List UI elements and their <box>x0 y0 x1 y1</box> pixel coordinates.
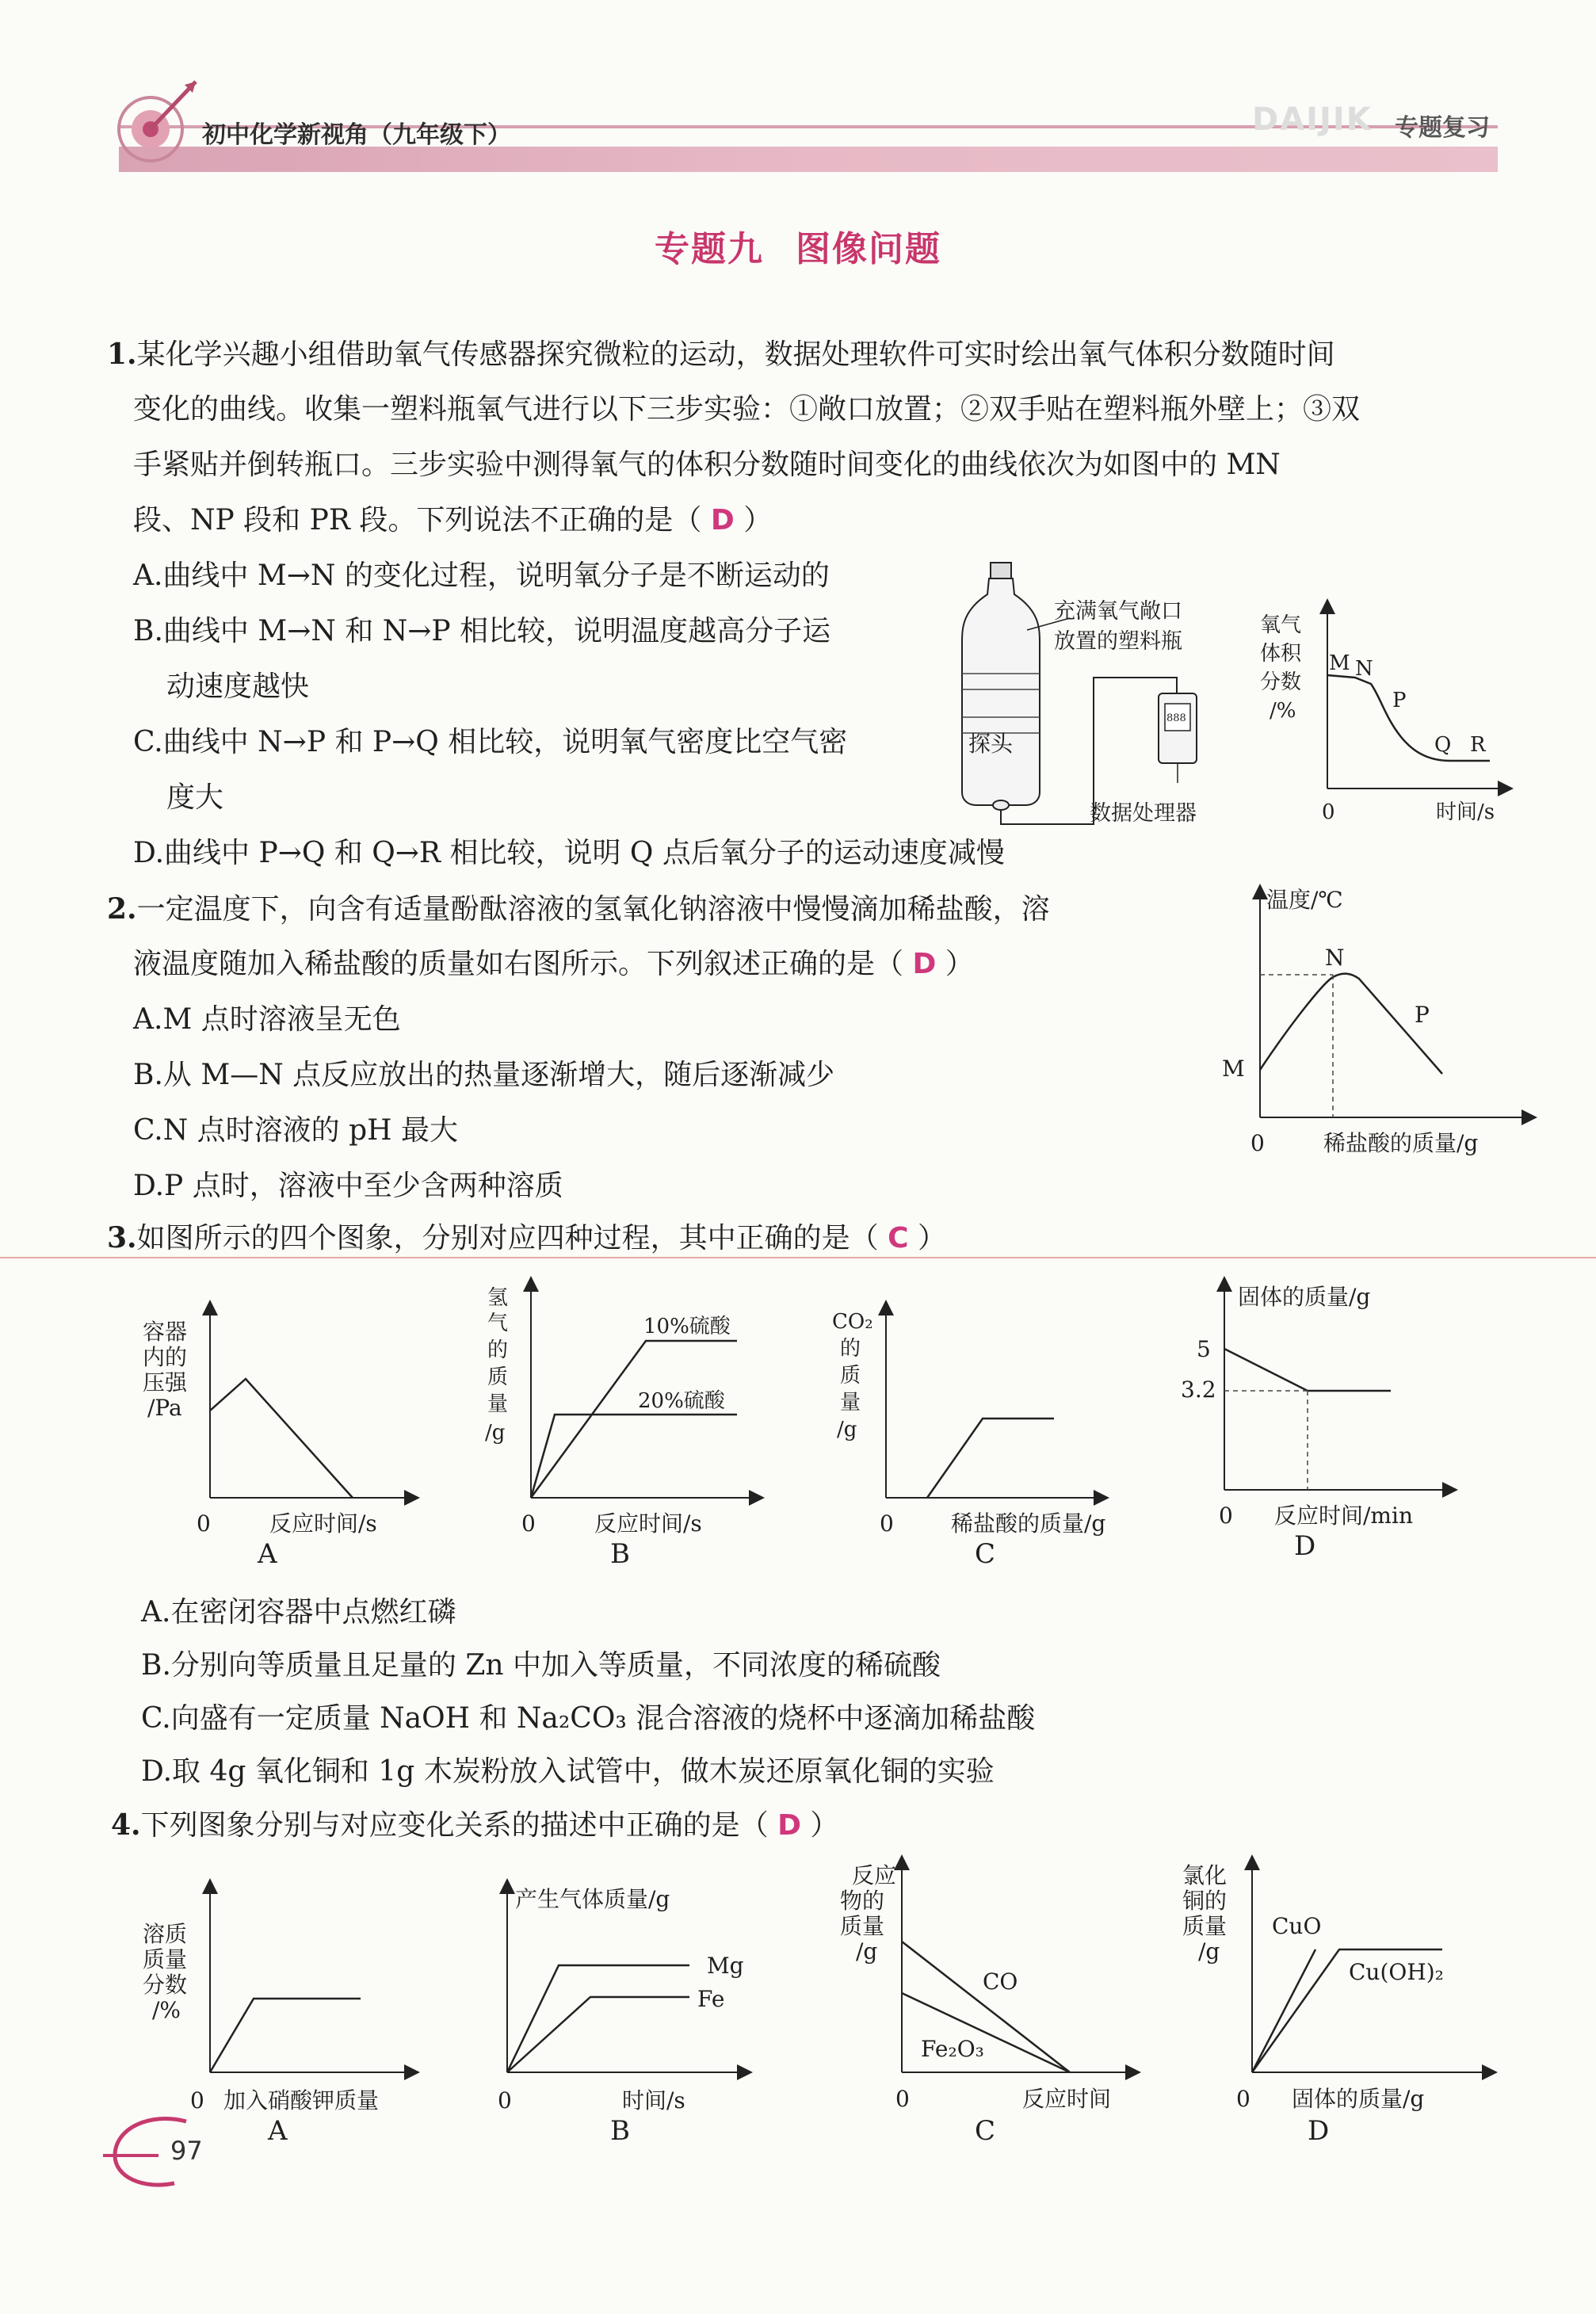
q1-option-d: D.曲线中 P→Q 和 Q→R 相比较，说明 Q 点后氧分子的运动速度减慢 <box>133 837 1005 869</box>
q4b-caption: B <box>610 2115 630 2147</box>
q4c-ylabel-2: 物的 <box>840 1888 885 1914</box>
q4-close: ） <box>810 1809 839 1842</box>
q3b-series-2: 20%硫酸 <box>638 1389 725 1413</box>
q1-apparatus-figure <box>951 555 1236 840</box>
q4c-series-co: CO <box>983 1968 1018 1995</box>
q1-number: 1. <box>107 338 137 371</box>
q3b-ylabel-1: 氢 <box>487 1286 509 1310</box>
q2-text-1: 一定温度下，向含有适量酚酞溶液的氢氧化钠溶液中慢慢滴加稀盐酸，溶 <box>136 893 1050 926</box>
q3-stem-text: 如图所示的四个图象，分别对应四种过程，其中正确的是（ <box>136 1222 879 1254</box>
q1-ylabel-1: 氧气 <box>1260 613 1302 637</box>
target-logo-icon <box>107 59 210 162</box>
q4c-ylabel-3: 质量 <box>840 1913 885 1939</box>
q4-stem <box>111 1797 838 1854</box>
q3-graph-b <box>475 1276 777 1577</box>
q1-option-c-cont: 度大 <box>166 781 224 814</box>
q1-option-c: C.曲线中 N→P 和 P→Q 相比较，说明氧气密度比空气密 <box>133 726 848 758</box>
q4d-ylabel-4: /g <box>1198 1938 1220 1965</box>
q2-answer: D <box>912 948 937 980</box>
q4a-origin: 0 <box>190 2087 204 2114</box>
q3-option-c: C.向盛有一定质量 NaOH 和 Na₂CO₃ 混合溶液的烧杯中逐滴加稀盐酸 <box>141 1702 1036 1735</box>
q3b-ylabel-5: 量 <box>487 1392 509 1416</box>
q3-answer: C <box>888 1222 909 1254</box>
q1-line-1 <box>107 326 1335 383</box>
q4b-series-mg: Mg <box>707 1953 744 1979</box>
q4d-ylabel-3: 质量 <box>1182 1913 1228 1939</box>
q1-ylabel-2: 体积 <box>1260 642 1302 666</box>
q4-graph-b <box>483 1878 785 2156</box>
q3c-ylabel-4: 量 <box>840 1391 861 1415</box>
q4a-caption: A <box>268 2115 288 2147</box>
q3-graph-a <box>119 1300 428 1577</box>
q3c-line <box>927 1419 1054 1498</box>
q4a-ylabel-4: /% <box>152 1997 181 2023</box>
q3a-ylabel-4: /Pa <box>147 1395 182 1421</box>
q4d-ylabel-1: 氯化 <box>1182 1862 1228 1888</box>
q3d-ytick-32: 3.2 <box>1181 1377 1216 1403</box>
q4d-series-cuoh2: Cu(OH)₂ <box>1349 1959 1444 1985</box>
q2-ylabel: 温度/℃ <box>1266 887 1343 913</box>
q4d-caption: D <box>1308 2115 1330 2147</box>
q3a-ylabel-2: 内的 <box>143 1344 188 1370</box>
q3c-ylabel-2: 的 <box>840 1337 861 1361</box>
q3c-xlabel: 稀盐酸的质量/g <box>951 1510 1106 1537</box>
q1-close: ） <box>743 504 773 536</box>
q4c-ylabel-1: 反应 <box>852 1862 897 1888</box>
q1-xlabel: 时间/s <box>1436 800 1495 824</box>
q1-ylabel-4: /% <box>1270 699 1296 723</box>
q2-point-n: N <box>1325 945 1345 971</box>
q3b-xlabel: 反应时间/s <box>594 1510 702 1537</box>
header-watermark: DAIJIK <box>1252 101 1373 138</box>
q3a-line <box>210 1379 353 1498</box>
q3a-ylabel-1: 容器 <box>143 1319 188 1345</box>
q3c-ylabel-3: 质 <box>840 1364 861 1388</box>
q3b-ylabel-4: 质 <box>487 1365 509 1389</box>
q1-text-4: 段、NP 段和 PR 段。下列说法不正确的是（ <box>133 504 702 536</box>
q4c-series-fe2o3: Fe₂O₃ <box>921 2036 984 2062</box>
q1-point-m: M <box>1329 651 1350 675</box>
q2-close: ） <box>945 948 974 980</box>
q3c-caption: C <box>975 1538 996 1570</box>
q4-stem-text: 下列图象分别与对应变化关系的描述中正确的是（ <box>140 1809 769 1842</box>
q3b-caption: B <box>610 1538 630 1570</box>
q2-temperature-graph <box>1205 880 1537 1165</box>
q3a-xlabel: 反应时间/s <box>269 1510 377 1537</box>
q3b-ylabel-6: /g <box>485 1421 506 1445</box>
q3d-ylabel: 固体的质量/g <box>1238 1284 1371 1310</box>
q4a-xlabel: 加入硝酸钾质量 <box>223 2087 380 2114</box>
q3-option-d: D.取 4g 氧化铜和 1g 木炭粉放入试管中，做木炭还原氧化铜的实验 <box>141 1755 995 1788</box>
q4-answer: D <box>777 1809 801 1842</box>
q3d-caption: D <box>1294 1530 1316 1562</box>
q3b-origin: 0 <box>521 1510 536 1537</box>
q4-graph-d <box>1173 1854 1506 2156</box>
q3-number: 3. <box>107 1221 137 1254</box>
q2-option-b: B.从 M—N 点反应放出的热量逐渐增大，随后逐渐减少 <box>133 1059 835 1091</box>
q1-origin: 0 <box>1322 800 1335 824</box>
processor-display: 888 <box>1166 712 1186 724</box>
q2-point-p: P <box>1415 1002 1430 1028</box>
q3b-ylabel-2: 气 <box>487 1312 509 1335</box>
q1-curve <box>1327 675 1490 761</box>
q4a-ylabel-2: 质量 <box>143 1946 188 1972</box>
q2-text-2: 液温度随加入稀盐酸的质量如右图所示。下列叙述正确的是（ <box>133 948 904 980</box>
q4d-xlabel: 固体的质量/g <box>1292 2086 1425 2112</box>
book-title: 初中化学新视角（九年级下） <box>202 121 511 149</box>
q2-number: 2. <box>107 892 137 926</box>
q3d-origin: 0 <box>1219 1503 1233 1529</box>
plastic-bottle-icon <box>962 563 1040 810</box>
q3a-origin: 0 <box>197 1510 211 1537</box>
q2-origin: 0 <box>1250 1130 1265 1156</box>
q1-option-a: A.曲线中 M→N 的变化过程，说明氧分子是不断运动的 <box>133 559 830 592</box>
q4b-xlabel: 时间/s <box>622 2087 685 2114</box>
q2-xlabel: 稀盐酸的质量/g <box>1323 1130 1479 1156</box>
title-part-1: 专题九 <box>655 229 764 269</box>
data-processor-icon <box>1159 693 1197 763</box>
q3a-caption: A <box>258 1538 277 1570</box>
q4a-ylabel-3: 分数 <box>143 1972 188 1998</box>
page-title <box>0 220 1596 271</box>
bottle-label-2: 放置的塑料瓶 <box>1054 629 1182 654</box>
q4c-caption: C <box>975 2115 996 2147</box>
probe-label: 探头 <box>968 731 1014 757</box>
q2-line-2 <box>133 937 974 992</box>
q4d-series-cuo: CuO <box>1272 1913 1322 1939</box>
q3c-ylabel-5: /g <box>837 1418 857 1441</box>
q3d-ytick-5: 5 <box>1197 1336 1211 1362</box>
q3-graph-c <box>816 1300 1149 1577</box>
q3b-line-10 <box>531 1341 737 1498</box>
q1-option-b-cont: 动速度越快 <box>166 670 310 703</box>
q3d-xlabel: 反应时间/min <box>1274 1503 1413 1529</box>
q2-option-c: C.N 点时溶液的 pH 最大 <box>133 1114 458 1147</box>
q4-graph-c <box>832 1854 1149 2156</box>
q3-stem <box>107 1210 946 1266</box>
bottle-label-1: 充满氧气敞口 <box>1054 599 1182 624</box>
q4b-series-fe: Fe <box>697 1986 725 2012</box>
header-bar <box>119 147 1498 172</box>
q1-line-3: 手紧贴并倒转瓶口。三步实验中测得氧气的体积分数随时间变化的曲线依次为如图中的 MN <box>133 449 1281 481</box>
processor-label: 数据处理器 <box>1090 801 1197 826</box>
q3-option-a: A.在密闭容器中点燃红磷 <box>141 1596 456 1629</box>
q1-point-r: R <box>1470 733 1486 757</box>
q3-graph-d <box>1181 1276 1522 1577</box>
q4b-line-mg <box>507 1965 689 2072</box>
section-label: 专题复习 <box>1395 114 1490 142</box>
q2-point-m: M <box>1222 1056 1245 1082</box>
q1-point-n: N <box>1355 657 1373 681</box>
q3c-ylabel-1: CO₂ <box>832 1310 873 1334</box>
q2-option-a: A.M 点时溶液呈无色 <box>133 1003 401 1036</box>
q4-number: 4. <box>111 1808 141 1842</box>
q4a-line <box>210 1999 361 2072</box>
q4b-origin: 0 <box>498 2087 512 2114</box>
q3b-ylabel-3: 的 <box>487 1338 509 1362</box>
q1-oxygen-graph <box>1252 598 1514 844</box>
q3c-origin: 0 <box>880 1510 894 1537</box>
q3-close: ） <box>917 1222 946 1254</box>
q4c-ylabel-4: /g <box>856 1938 878 1965</box>
q4c-xlabel: 反应时间 <box>1022 2086 1112 2112</box>
q4b-ylabel: 产生气体质量/g <box>515 1886 670 1912</box>
title-part-2: 图像问题 <box>796 229 941 269</box>
q4d-line-cuoh2 <box>1252 1949 1315 2072</box>
q4d-ylabel-2: 铜的 <box>1182 1888 1228 1914</box>
q3a-ylabel-3: 压强 <box>143 1369 188 1396</box>
q2-option-d: D.P 点时，溶液中至少含两种溶质 <box>133 1170 563 1202</box>
q3-option-b: B.分别向等质量且足量的 Zn 中加入等质量，不同浓度的稀硫酸 <box>141 1649 941 1682</box>
q1-line-2: 变化的曲线。收集一塑料瓶氧气进行以下三步实验：①敞口放置；②双手贴在塑料瓶外壁上；③双 <box>133 393 1361 426</box>
q2-line-1 <box>107 881 1050 937</box>
q1-answer: D <box>710 504 735 536</box>
q4b-line-fe <box>507 1997 689 2072</box>
q4c-origin: 0 <box>895 2086 910 2112</box>
q3b-series-1: 10%硫酸 <box>643 1315 731 1338</box>
q3d-line <box>1224 1349 1391 1391</box>
q1-point-p: P <box>1392 689 1407 712</box>
q1-ylabel-3: 分数 <box>1260 670 1302 694</box>
q4a-ylabel-1: 溶质 <box>143 1921 188 1947</box>
q1-point-q: Q <box>1434 733 1452 757</box>
q1-option-b: B.曲线中 M→N 和 N→P 相比较，说明温度越高分子运 <box>133 615 831 647</box>
page-number: 97 <box>170 2136 203 2166</box>
q4d-origin: 0 <box>1236 2086 1250 2112</box>
q1-text-1: 某化学兴趣小组借助氧气传感器探究微粒的运动，数据处理软件可实时绘出氧气体积分数随时间 <box>136 338 1335 371</box>
q1-line-4 <box>133 493 772 548</box>
